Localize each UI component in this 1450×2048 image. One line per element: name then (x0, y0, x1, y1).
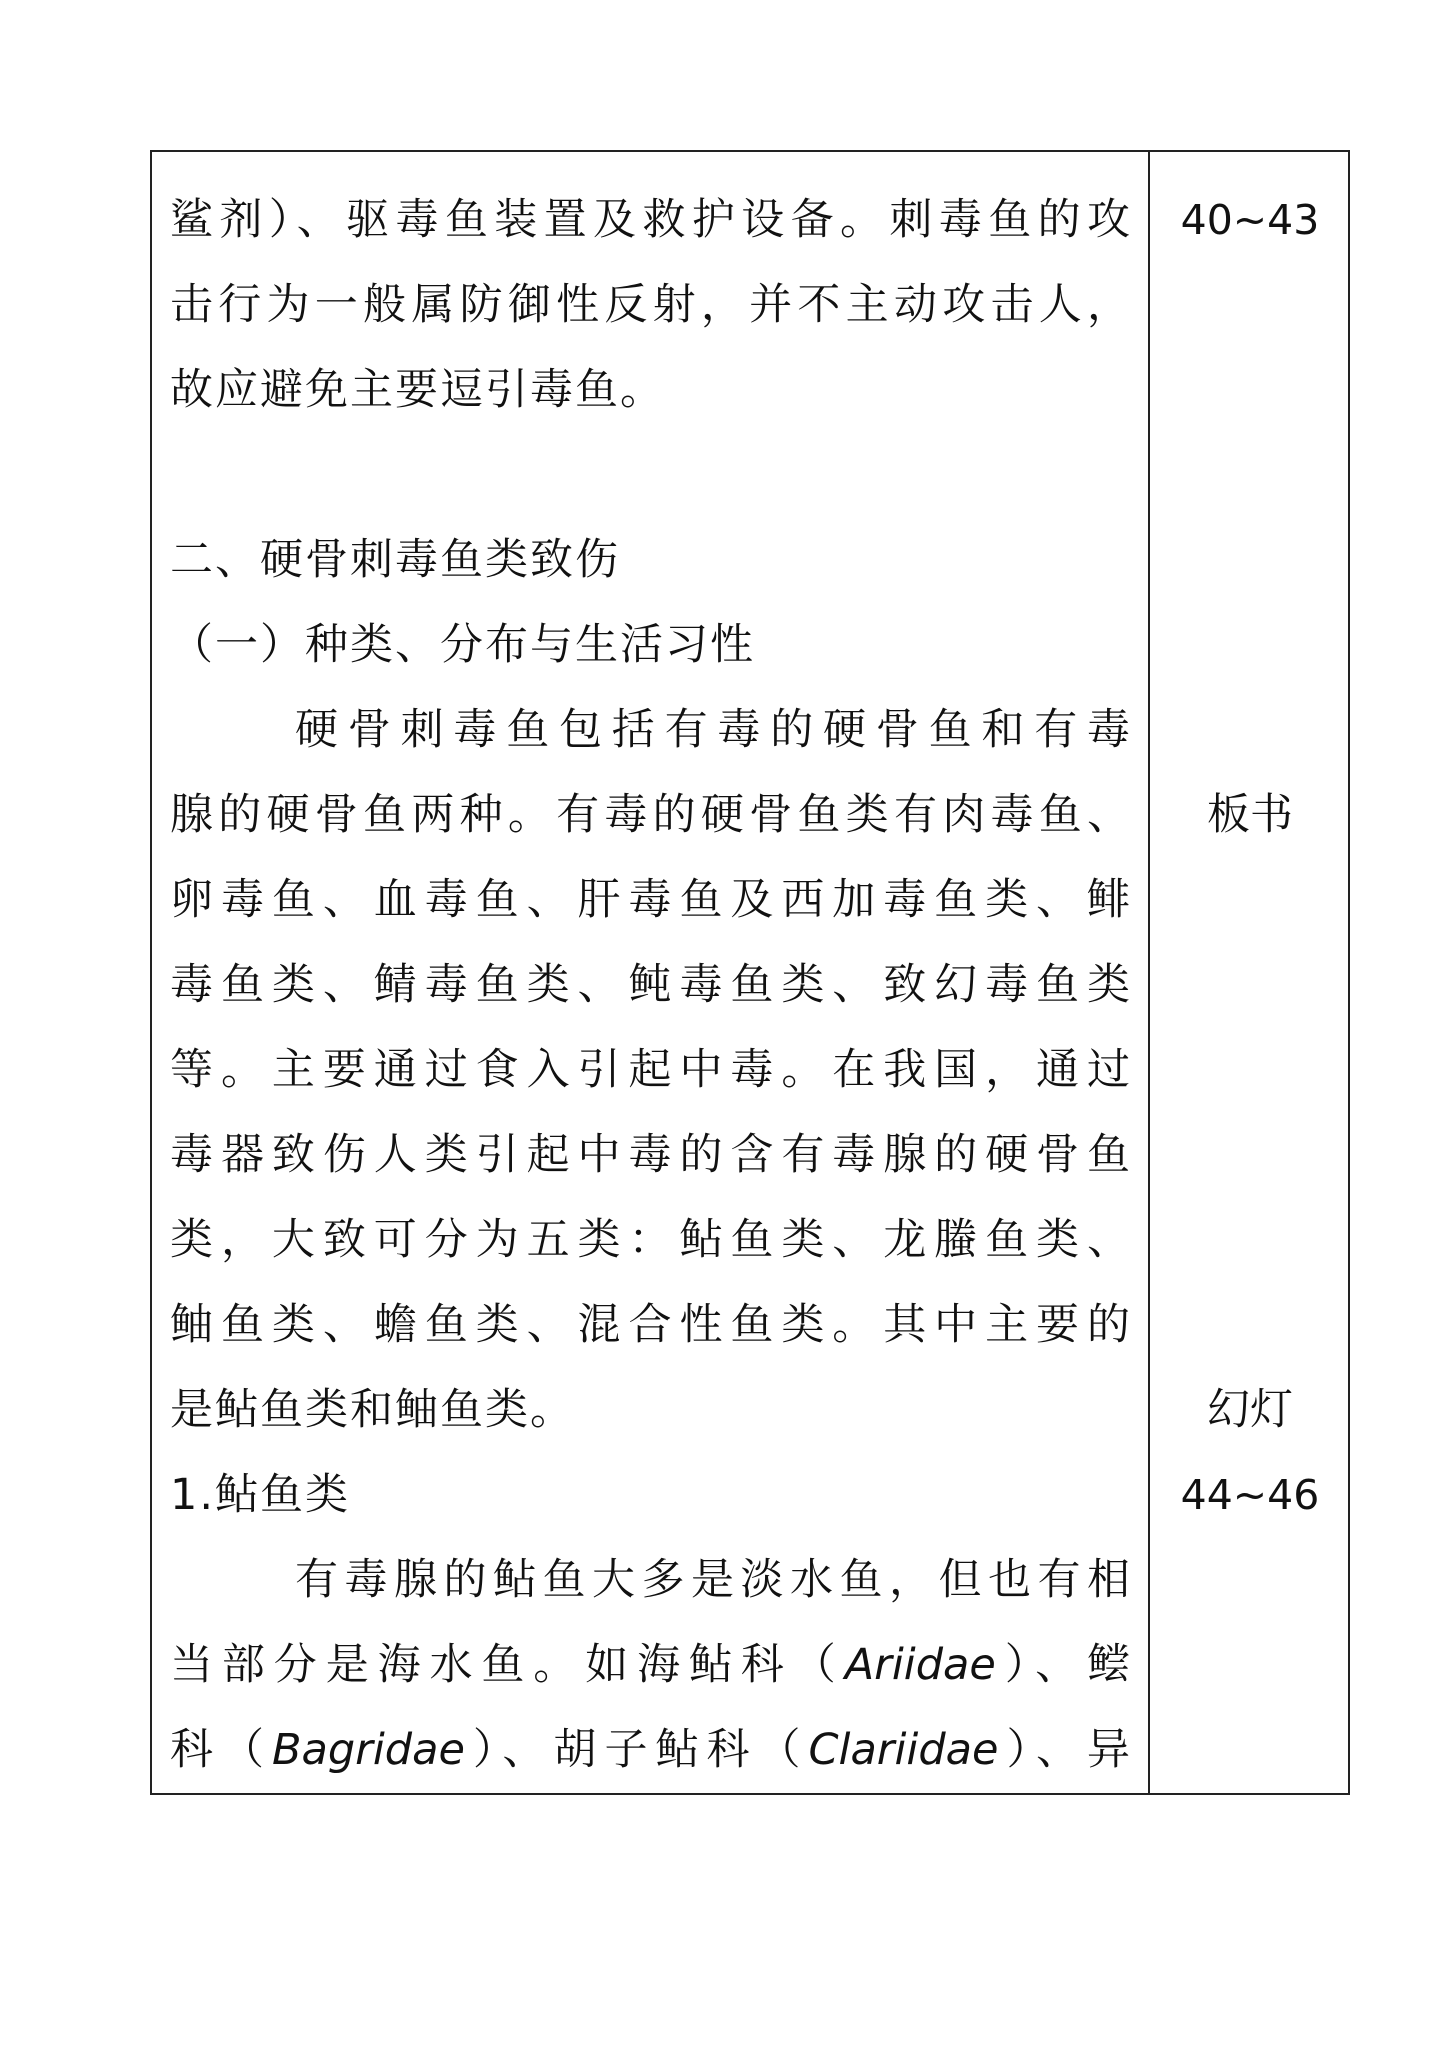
line17-text-a: 当部分是海水鱼。如海鲇科（ (170, 1640, 845, 1690)
line18-text-a: 科（ (170, 1725, 273, 1775)
body-line-16: 有毒腺的鲇鱼大多是淡水鱼，但也有相 (295, 1555, 1130, 1605)
body-line-8: 卵毒鱼、血毒鱼、肝毒鱼及西加毒鱼类、鲱 (170, 875, 1130, 925)
body-line-14: 是鲇鱼类和鲉鱼类。 (170, 1385, 575, 1435)
line18-text-c: ）、胡子鲇科（ (464, 1725, 809, 1775)
body-line-7: 腺的硬骨鱼两种。有毒的硬骨鱼类有肉毒鱼、 (170, 790, 1130, 840)
body-line-9: 毒鱼类、鲭毒鱼类、鲀毒鱼类、致幻毒鱼类 (170, 960, 1130, 1010)
body-line-1: 鲨剂）、驱毒鱼装置及救护设备。刺毒鱼的攻 (170, 195, 1130, 245)
body-line-11: 毒器致伤人类引起中毒的含有毒腺的硬骨鱼 (170, 1130, 1130, 1180)
section-heading: 二、硬骨刺毒鱼类致伤 (170, 535, 620, 585)
line17-text-c: ）、鲿 (995, 1640, 1131, 1690)
slides-label: 幻灯 (1207, 1385, 1293, 1435)
slide-range-2: 44~46 (1180, 1471, 1320, 1519)
column-divider (1148, 152, 1150, 1793)
numbered-heading: 1.鲇鱼类 (170, 1470, 351, 1520)
slide-range-1: 40~43 (1180, 196, 1320, 244)
body-line-17 (170, 1635, 1130, 1695)
line18-text-e: ）、异 (998, 1725, 1131, 1775)
body-line-3: 故应避免主要逗引毒鱼。 (170, 365, 665, 415)
latin-name-clariidae: Clariidae (808, 1725, 999, 1775)
body-line-13: 鲉鱼类、蟾鱼类、混合性鱼类。其中主要的 (170, 1300, 1130, 1350)
body-line-6: 硬骨刺毒鱼包括有毒的硬骨鱼和有毒 (295, 705, 1130, 755)
body-line-2: 击行为一般属防御性反射，并不主动攻击人， (170, 280, 1130, 330)
body-line-10: 等。主要通过食入引起中毒。在我国，通过 (170, 1045, 1130, 1095)
latin-name-bagridae: Bagridae (272, 1725, 465, 1775)
body-line-12: 类，大致可分为五类：鲇鱼类、龙螣鱼类、 (170, 1215, 1130, 1265)
body-line-18 (170, 1720, 1130, 1780)
board-note: 板书 (1207, 790, 1293, 840)
subsection-heading: （一）种类、分布与生活习性 (170, 620, 755, 670)
latin-name-ariidae: Ariidae (844, 1640, 996, 1690)
lesson-table (150, 150, 1350, 1795)
